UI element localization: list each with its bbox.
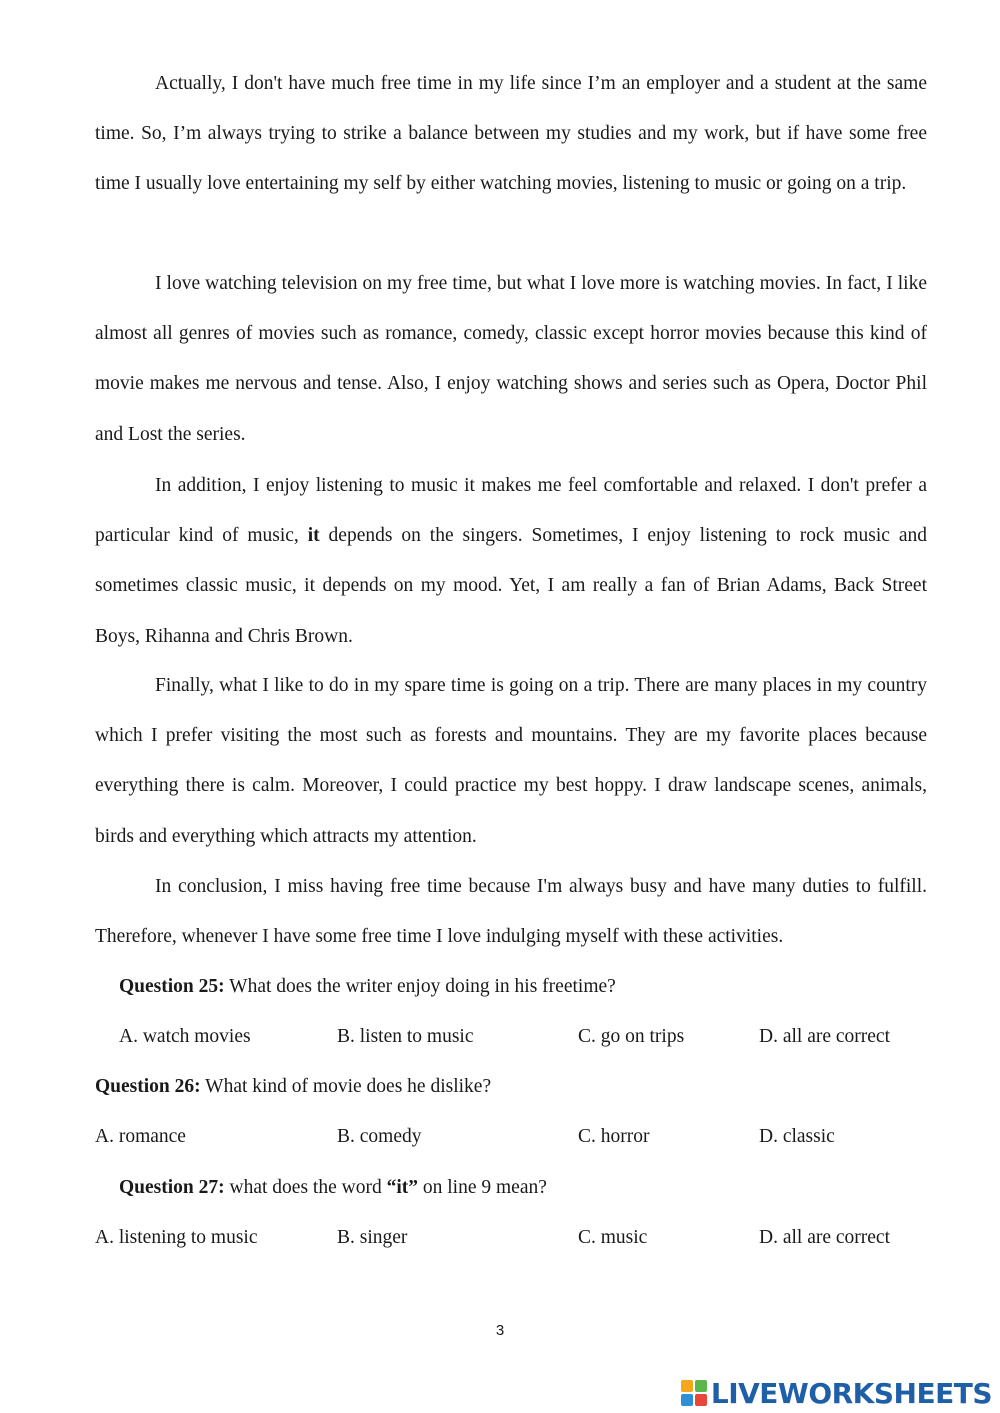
question-26-text: What kind of movie does he dislike?: [200, 1076, 492, 1097]
paragraph-3-bold-it: it: [307, 525, 320, 547]
question-27-options: [0, 1225, 1000, 1251]
liveworksheets-watermark: [681, 1376, 992, 1410]
question-25: [119, 974, 616, 1000]
paragraph-3-text-start: In addition, I enjoy listening to music it makes me feel comfortable and relaxed. I don't prefer a particular kind of music,: [95, 475, 927, 547]
question-25-option-a[interactable]: A. watch movies: [119, 1026, 251, 1047]
question-25-options: [0, 1024, 1000, 1050]
passage-paragraph-3: [95, 461, 927, 662]
question-26-option-a[interactable]: A. romance: [95, 1126, 186, 1147]
question-27-option-d[interactable]: D. all are correct: [759, 1227, 890, 1248]
question-27-quoted-word: “it”: [386, 1177, 418, 1198]
passage-paragraph-5: In conclusion, I miss having free time because I'm always busy and have many duties to fulfill. Therefore, whenever I have some free time I love indulging myself with these activities.: [95, 876, 927, 948]
page-number: 3: [495, 1322, 505, 1339]
question-25-text: What does the writer enjoy doing in his freetime?: [224, 976, 616, 997]
liveworksheets-logo-icon: [681, 1380, 707, 1406]
paragraph-3-text-end: depends on the singers. Sometimes, I enjoy listening to rock music and sometimes classic music, it depends on my mood. Yet, I am really a fan of Brian Adams, Back Street Boys, Rihanna and Chris Brown.: [95, 525, 927, 647]
question-27-label: Question 27:: [119, 1177, 225, 1198]
question-27-option-b[interactable]: B. singer: [337, 1227, 408, 1248]
question-25-option-c[interactable]: C. go on trips: [578, 1026, 685, 1047]
question-26: [95, 1074, 491, 1100]
question-27-option-a[interactable]: A. listening to music: [95, 1227, 258, 1248]
passage-paragraph-4: Finally, what I like to do in my spare time is going on a trip. There are many places in my country which I prefer visiting the most such as forests and mountains. They are my favorite places because everything there is calm. Moreover, I could practice my best hoppy. I draw landscape scenes, animals, birds and everything which attracts my attention.: [95, 675, 927, 847]
watermark-text: LIVEWORKSHEETS: [710, 1376, 992, 1410]
question-25-option-b[interactable]: B. listen to music: [337, 1026, 474, 1047]
question-26-options: [0, 1124, 1000, 1150]
question-26-option-b[interactable]: B. comedy: [337, 1126, 422, 1147]
question-26-option-d[interactable]: D. classic: [759, 1126, 835, 1147]
passage-paragraph-1: Actually, I don't have much free time in my life since I’m an employer and a student at the same time. So, I’m always trying to strike a balance between my studies and my work, but if have some free time I usually love entertaining my self by either watching movies, listening to music or going on a trip.: [95, 73, 927, 195]
question-26-label: Question 26:: [95, 1076, 201, 1097]
question-26-option-c[interactable]: C. horror: [578, 1126, 650, 1147]
question-27-option-c[interactable]: C. music: [578, 1227, 648, 1248]
question-25-label: Question 25:: [119, 976, 225, 997]
passage-paragraph-2: I love watching television on my free time, but what I love more is watching movies. In fact, I like almost all genres of movies such as romance, comedy, classic except horror movies because this kind of movie makes me nervous and tense. Also, I enjoy watching shows and series such as Opera, Doctor Phil and Lost the series.: [95, 273, 927, 445]
question-27: [119, 1175, 547, 1201]
question-25-option-d[interactable]: D. all are correct: [759, 1026, 890, 1047]
question-27-text-start: what does the word: [224, 1177, 387, 1198]
question-27-text-end: on line 9 mean?: [418, 1177, 547, 1198]
